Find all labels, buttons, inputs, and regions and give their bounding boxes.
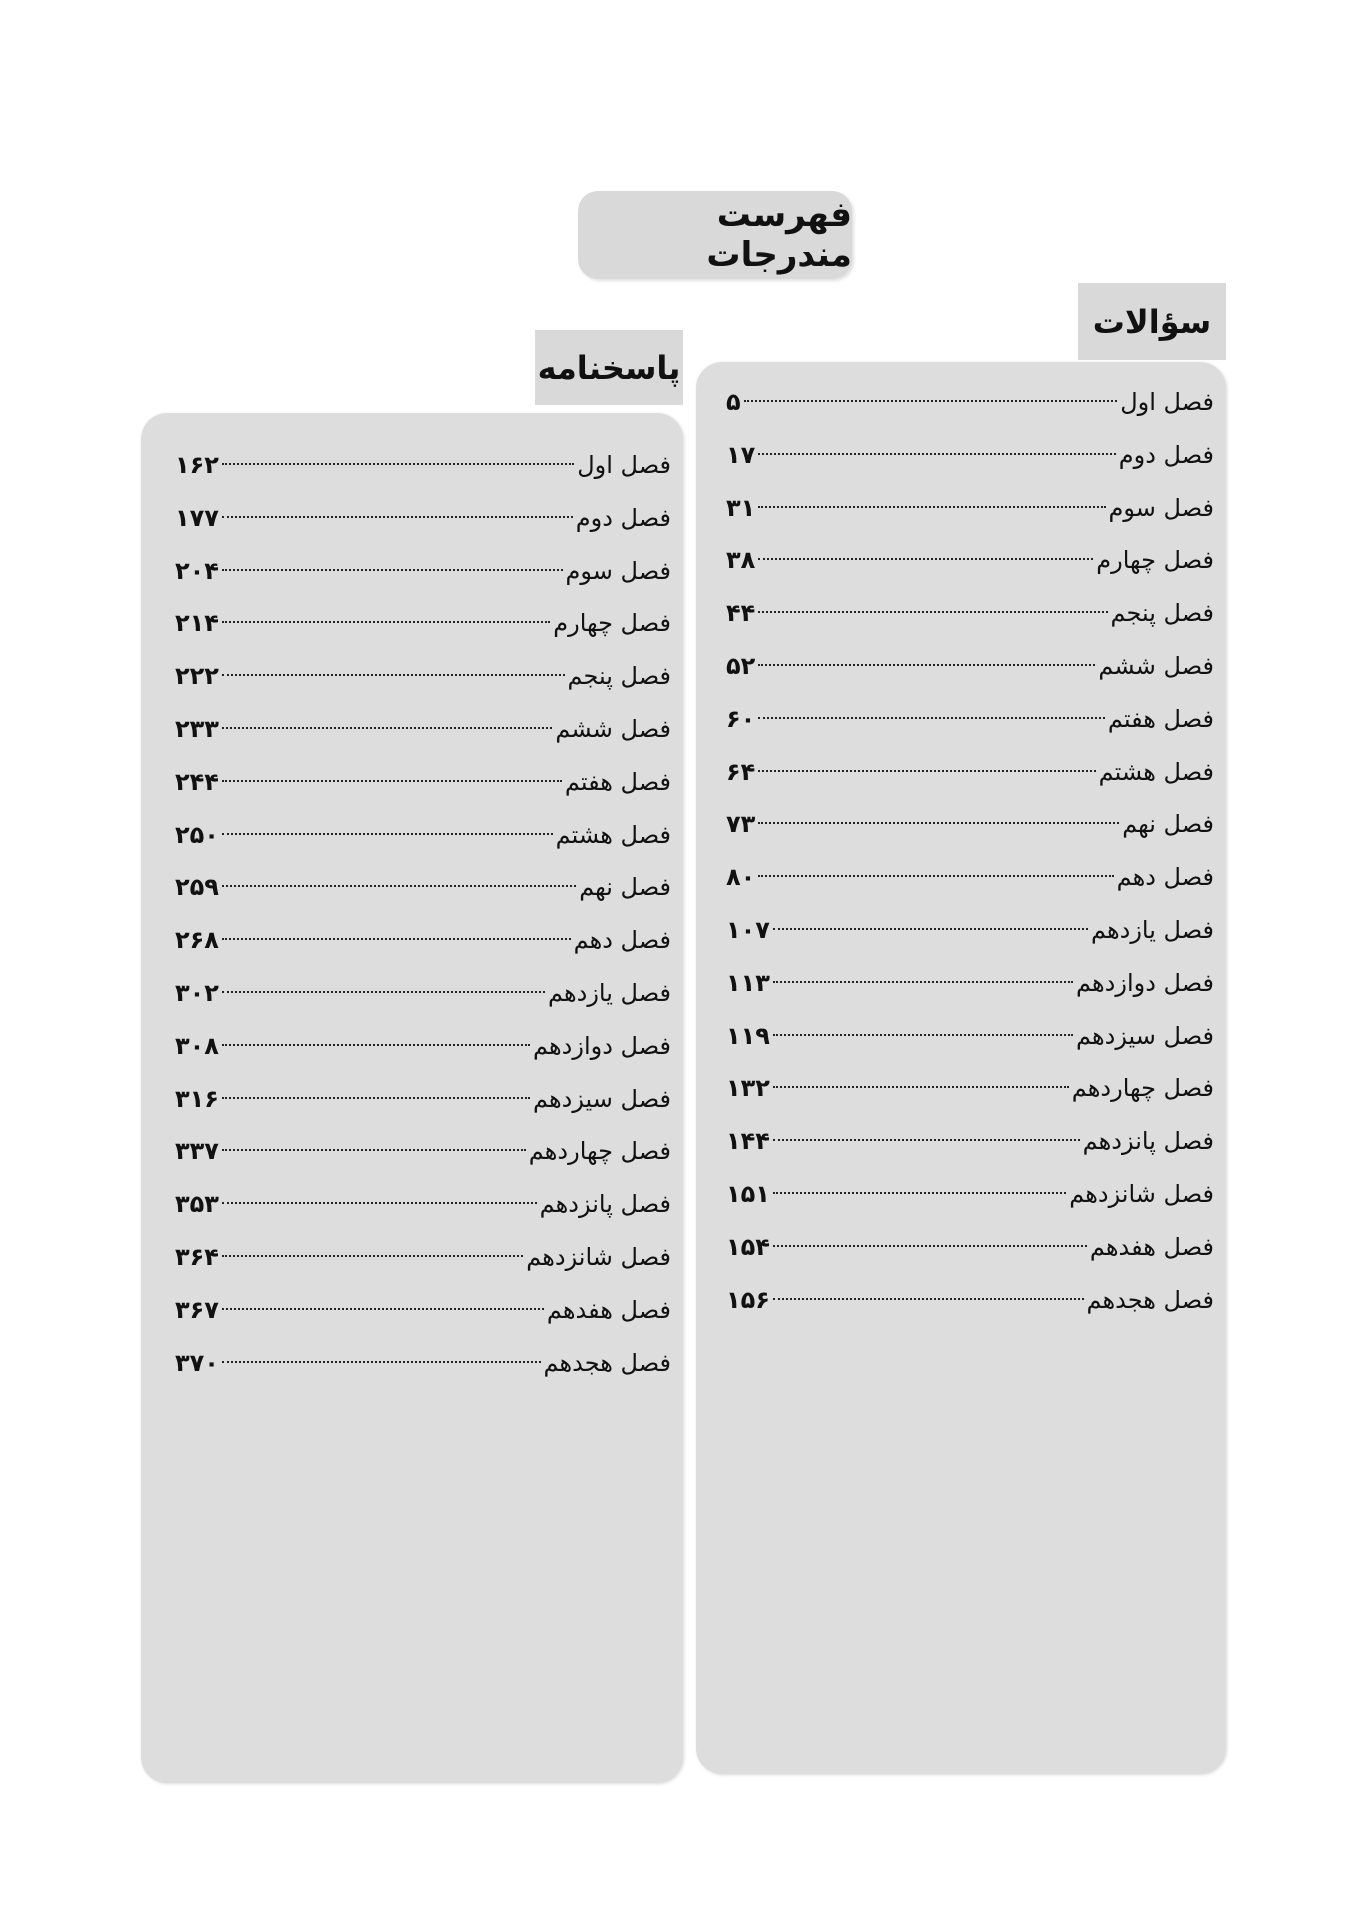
toc-dot-leader [773, 1034, 1073, 1036]
toc-entry-title: فصل پانزدهم [539, 1190, 671, 1219]
toc-dot-leader [222, 1044, 530, 1046]
toc-entry-page: ۱۵۱ [726, 1180, 770, 1208]
toc-entry[interactable] [175, 1081, 671, 1117]
toc-dot-leader [222, 780, 562, 782]
toc-entry[interactable] [175, 817, 671, 853]
questions-section-label: سؤالات [1078, 283, 1226, 360]
toc-entry-page: ۶۰ [726, 704, 756, 733]
toc-entry-page: ۱۷ [726, 440, 756, 469]
toc-entry-page: ۳۶۴ [175, 1243, 219, 1271]
toc-dot-leader [758, 717, 1105, 719]
toc-entry-title: فصل چهاردهم [1071, 1074, 1214, 1103]
toc-entry[interactable] [175, 1186, 671, 1222]
toc-entry[interactable] [175, 869, 671, 905]
toc-dot-leader [222, 938, 571, 940]
toc-entry[interactable] [726, 490, 1214, 526]
toc-entry[interactable] [175, 764, 671, 800]
toc-entry[interactable] [175, 922, 671, 958]
toc-entry-page: ۴۴ [726, 599, 756, 628]
toc-entry[interactable] [726, 806, 1214, 842]
toc-entry-page: ۱۱۹ [726, 1021, 770, 1050]
toc-dot-leader [222, 621, 550, 623]
toc-entry-page: ۸۰ [726, 863, 756, 892]
toc-entry[interactable] [726, 701, 1214, 737]
toc-entry-page: ۱۰۷ [726, 916, 770, 944]
toc-dot-leader [222, 516, 573, 518]
toc-dot-leader [758, 453, 1115, 455]
toc-dot-leader [744, 400, 1118, 402]
toc-entry[interactable] [726, 1176, 1214, 1212]
toc-entry-title: فصل هفدهم [1089, 1232, 1214, 1261]
questions-toc-panel [696, 362, 1226, 1774]
toc-entry-page: ۶۴ [726, 757, 756, 786]
toc-entry-page: ۲۵۹ [175, 873, 219, 902]
toc-entry[interactable] [726, 648, 1214, 684]
toc-entry[interactable] [726, 859, 1214, 895]
toc-dot-leader [222, 674, 565, 676]
toc-entry-page: ۳۸ [726, 546, 756, 575]
toc-entry-page: ۱۵۶ [726, 1285, 770, 1314]
toc-entry-title: فصل شانزدهم [526, 1243, 671, 1271]
toc-entry[interactable] [726, 754, 1214, 790]
toc-entry-page: ۲۲۲ [175, 662, 219, 691]
toc-entry[interactable] [175, 553, 671, 589]
toc-dot-leader [222, 1308, 544, 1310]
toc-dot-leader [222, 885, 576, 887]
toc-entry[interactable] [726, 1123, 1214, 1159]
toc-entry[interactable] [726, 384, 1214, 420]
toc-entry[interactable] [175, 1239, 671, 1275]
toc-entry-title: فصل یازدهم [548, 979, 671, 1007]
toc-entry-title: فصل هفتم [1107, 704, 1214, 733]
toc-dot-leader [222, 1149, 526, 1151]
toc-dot-leader [222, 1202, 537, 1204]
toc-dot-leader [222, 833, 553, 835]
toc-dot-leader [758, 822, 1119, 824]
toc-entry[interactable] [175, 1028, 671, 1064]
answers-toc-panel [141, 413, 683, 1783]
toc-entry-title: فصل اول [577, 451, 671, 479]
toc-entry-page: ۳۵۳ [175, 1190, 219, 1219]
toc-dot-leader [773, 1139, 1080, 1141]
toc-entry-title: فصل پنجم [567, 662, 671, 691]
toc-entry-title: فصل دوم [1118, 440, 1214, 469]
toc-entry-title: فصل سوم [1108, 493, 1214, 522]
toc-dot-leader [773, 981, 1073, 983]
toc-dot-leader [758, 558, 1093, 560]
toc-entry-title: فصل نهم [1122, 810, 1214, 839]
toc-entry[interactable] [726, 1070, 1214, 1106]
toc-entry-title: فصل پنجم [1110, 599, 1214, 628]
toc-dot-leader [758, 506, 1105, 508]
page-title: فهرست مندرجات [578, 191, 852, 279]
toc-entry-page: ۲۶۸ [175, 926, 219, 955]
toc-entry[interactable] [175, 500, 671, 536]
toc-entry-page: ۳۰۲ [175, 979, 219, 1007]
toc-entry-page: ۵ [726, 388, 741, 416]
toc-dot-leader [758, 664, 1095, 666]
toc-entry-page: ۳۰۸ [175, 1031, 219, 1060]
toc-entry-page: ۲۰۴ [175, 556, 219, 585]
toc-entry-title: فصل دوم [575, 503, 671, 532]
toc-entry-title: فصل سوم [565, 556, 671, 585]
toc-entry-title: فصل سیزدهم [533, 1084, 671, 1113]
toc-entry[interactable] [175, 447, 671, 483]
toc-entry-title: فصل شانزدهم [1069, 1180, 1214, 1208]
toc-entry-title: فصل ششم [1098, 652, 1214, 680]
toc-entry[interactable] [175, 711, 671, 747]
toc-dot-leader [222, 727, 552, 729]
toc-entry-title: فصل چهارم [1096, 546, 1214, 575]
toc-entry-title: فصل چهاردهم [528, 1137, 671, 1166]
toc-entry[interactable] [175, 605, 671, 641]
toc-entry[interactable] [726, 542, 1214, 578]
toc-entry-page: ۵۲ [726, 652, 756, 680]
toc-entry-title: فصل هجدهم [543, 1348, 671, 1377]
toc-entry[interactable] [175, 1133, 671, 1169]
toc-entry[interactable] [175, 975, 671, 1011]
toc-entry-page: ۳۱ [726, 493, 756, 522]
toc-entry-page: ۱۱۳ [726, 968, 770, 997]
toc-entry[interactable] [175, 658, 671, 694]
toc-entry[interactable] [726, 1018, 1214, 1054]
toc-entry[interactable] [726, 437, 1214, 473]
toc-dot-leader [773, 1298, 1084, 1300]
toc-entry-title: فصل هفدهم [546, 1295, 671, 1324]
toc-dot-leader [758, 875, 1113, 877]
toc-entry-title: فصل دوازدهم [1076, 968, 1214, 997]
toc-entry-page: ۲۳۳ [175, 715, 219, 743]
toc-entry[interactable] [726, 965, 1214, 1001]
toc-entry-title: فصل هشتم [555, 820, 671, 849]
toc-entry-title: فصل یازدهم [1091, 916, 1214, 944]
toc-entry[interactable] [726, 912, 1214, 948]
toc-dot-leader [758, 611, 1107, 613]
toc-entry-title: فصل چهارم [553, 609, 671, 638]
toc-dot-leader [773, 1245, 1087, 1247]
toc-entry-title: فصل دهم [573, 926, 671, 955]
toc-entry-page: ۱۷۷ [175, 503, 219, 532]
toc-entry-title: فصل نهم [579, 873, 671, 902]
toc-entry[interactable] [175, 1345, 671, 1381]
toc-entry-title: فصل سیزدهم [1076, 1021, 1214, 1050]
toc-dot-leader [773, 1086, 1069, 1088]
toc-dot-leader [222, 1255, 523, 1257]
toc-entry-title: فصل اول [1120, 388, 1214, 416]
toc-dot-leader [222, 569, 563, 571]
toc-dot-leader [773, 928, 1088, 930]
toc-dot-leader [222, 463, 574, 465]
toc-entry-title: فصل پانزدهم [1082, 1127, 1214, 1156]
toc-dot-leader [222, 1361, 541, 1363]
toc-entry[interactable] [726, 595, 1214, 631]
toc-entry-title: فصل هشتم [1098, 757, 1214, 786]
toc-dot-leader [758, 770, 1095, 772]
toc-entry-title: فصل هجدهم [1086, 1285, 1214, 1314]
toc-entry-title: فصل دوازدهم [533, 1031, 671, 1060]
toc-entry-page: ۳۶۷ [175, 1295, 219, 1324]
toc-entry-page: ۱۴۴ [726, 1127, 770, 1156]
answers-section-label: پاسخنامه [535, 330, 683, 405]
toc-entry-page: ۱۵۴ [726, 1232, 770, 1261]
toc-dot-leader [222, 991, 545, 993]
toc-dot-leader [773, 1192, 1066, 1194]
toc-entry-page: ۳۳۷ [175, 1137, 219, 1166]
toc-entry[interactable] [726, 1229, 1214, 1265]
toc-entry[interactable] [175, 1292, 671, 1328]
toc-entry-page: ۲۱۴ [175, 609, 219, 638]
toc-entry-page: ۱۳۲ [726, 1074, 770, 1103]
toc-entry-page: ۱۶۲ [175, 451, 219, 479]
toc-entry-page: ۷۳ [726, 810, 756, 839]
toc-entry-page: ۲۵۰ [175, 820, 219, 849]
toc-entry-page: ۳۷۰ [175, 1348, 219, 1377]
toc-entry-page: ۲۴۴ [175, 767, 219, 796]
toc-entry-title: فصل دهم [1116, 863, 1214, 892]
toc-entry[interactable] [726, 1282, 1214, 1318]
toc-entry-title: فصل ششم [555, 715, 671, 743]
toc-dot-leader [222, 1097, 530, 1099]
toc-entry-page: ۳۱۶ [175, 1084, 219, 1113]
toc-entry-title: فصل هفتم [564, 767, 671, 796]
